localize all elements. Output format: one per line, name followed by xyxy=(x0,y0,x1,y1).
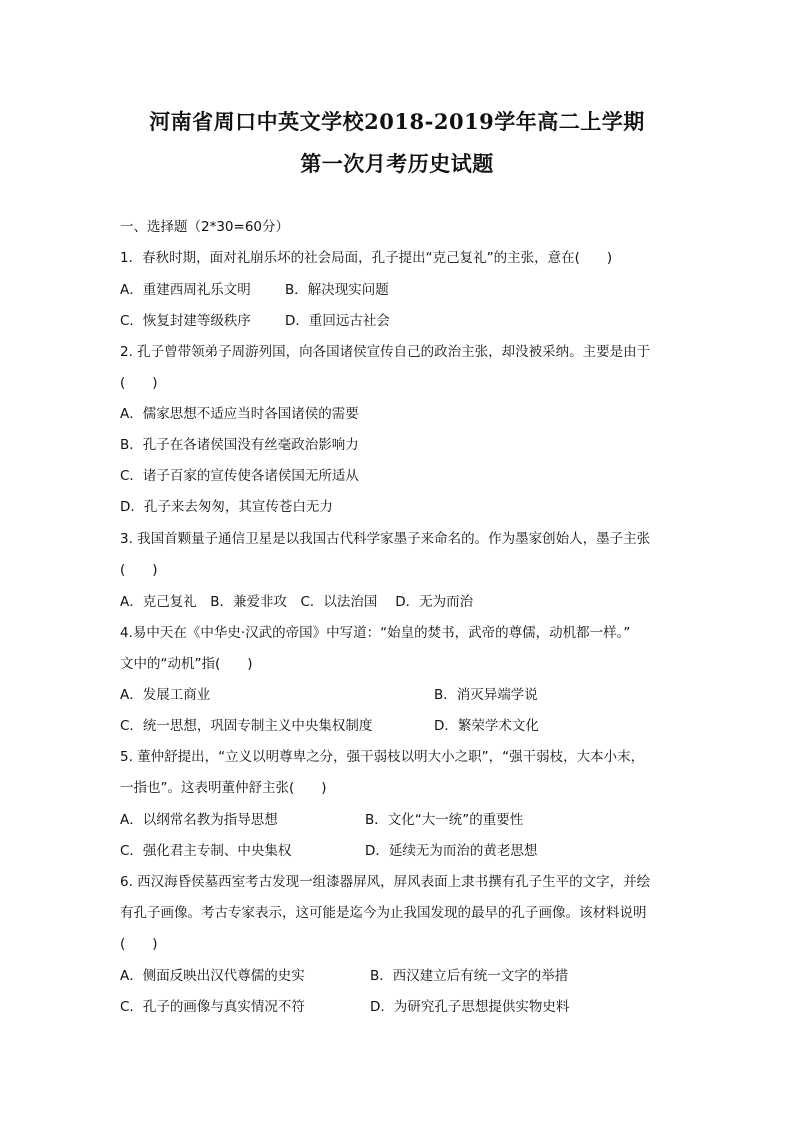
question-5-option-c: C．强化君主专制、中央集权 xyxy=(120,843,292,859)
question-4-option-b: B．消灭异端学说 xyxy=(434,687,538,703)
question-5-stem-line-2: 一指也”。这表明董仲舒主张( ) xyxy=(120,780,327,796)
question-4-option-a: A．发展工商业 xyxy=(120,687,211,703)
question-5-option-a: A．以纲常名教为指导思想 xyxy=(120,812,278,828)
question-6-stem-line-3: ( ) xyxy=(120,936,158,952)
title-line-2: 第一次月考历史试题 xyxy=(300,151,494,176)
question-1-option-b: B．解决现实问题 xyxy=(285,282,389,298)
question-2-option-c: C．诸子百家的宣传使各诸侯国无所适从 xyxy=(120,468,359,484)
question-3-stem-line-2: ( ) xyxy=(120,562,158,578)
title-line-1: 河南省周口中英文学校2018-2019学年高二上学期 xyxy=(149,109,645,134)
question-1-option-c: C．恢复封建等级秩序 xyxy=(120,313,251,329)
question-6-option-d: D．为研究孔子思想提供实物史料 xyxy=(370,999,570,1015)
question-1-option-a: A．重建西周礼乐文明 xyxy=(120,282,251,298)
question-2-option-d: D．孔子来去匆匆，其宣传苍白无力 xyxy=(120,499,333,515)
question-5-option-d: D．延续无为而治的黄老思想 xyxy=(365,843,538,859)
section-heading: 一、选择题（2*30=60分） xyxy=(120,219,290,235)
question-2-option-b: B．孔子在各诸侯国没有丝毫政治影响力 xyxy=(120,437,359,453)
question-6-option-c: C．孔子的画像与真实情况不符 xyxy=(120,999,305,1015)
question-4-option-c: C．统一思想，巩固专制主义中央集权制度 xyxy=(120,718,373,734)
question-2-stem-line-1: 2. 孔子曾带领弟子周游列国，向各国诸侯宣传自己的政治主张，却没被采纳。主要是由于 xyxy=(120,344,651,360)
question-1-option-d: D．重回远古社会 xyxy=(285,313,390,329)
question-5-option-b: B．文化“大一统”的重要性 xyxy=(365,812,524,828)
question-5-stem-line-1: 5. 董仲舒提出，“立义以明尊卑之分，强干弱枝以明大小之职”，“强干弱枝，大本小末， xyxy=(120,749,645,765)
question-6-option-b: B．西汉建立后有统一文字的举措 xyxy=(370,968,569,984)
question-6-stem-line-1: 6. 西汉海昏侯墓西室考古发现一组漆器屏风，屏风表面上隶书撰有孔子生平的文字，并绘 xyxy=(120,874,651,890)
question-2-option-a: A．儒家思想不适应当时各国诸侯的需要 xyxy=(120,406,359,422)
question-6-option-a: A．侧面反映出汉代尊儒的史实 xyxy=(120,968,305,984)
question-4-stem-line-1: 4.易中天在《中华史·汉武的帝国》中写道：“始皇的焚书，武帝的尊儒，动机都一样。” xyxy=(120,625,631,641)
question-3-options: A．克己复礼 B．兼爱非攻 C．以法治国 D．无为而治 xyxy=(120,594,474,610)
question-4-stem-line-2: 文中的“动机”指( ) xyxy=(120,656,253,672)
question-3-stem-line-1: 3. 我国首颗量子通信卫星是以我国古代科学家墨子来命名的。作为墨家创始人，墨子主张 xyxy=(120,531,651,547)
question-1-stem: 1．春秋时期，面对礼崩乐坏的社会局面，孔子提出“克己复礼”的主张，意在( ) xyxy=(120,250,613,266)
question-2-stem-line-2: ( ) xyxy=(120,375,158,391)
question-4-option-d: D．繁荣学术文化 xyxy=(434,718,539,734)
question-6-stem-line-2: 有孔子画像。考古专家表示，这可能是迄今为止我国发现的最早的孔子画像。该材料说明 xyxy=(120,905,647,921)
